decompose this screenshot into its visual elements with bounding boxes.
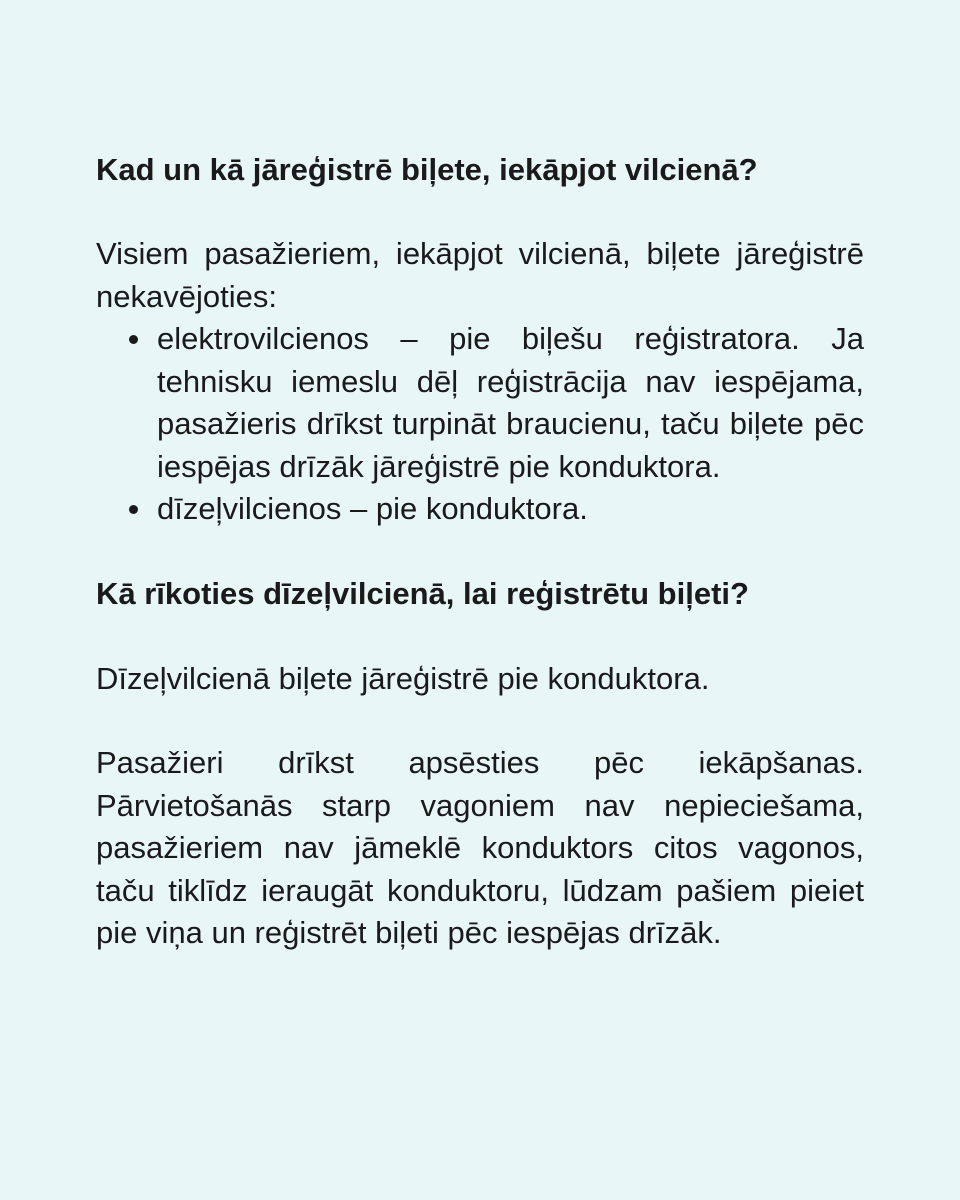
section2-paragraph-2: Pasažieri drīkst apsēsties pēc iekāpšanas. Pārvietošanās starp vagoniem nav nepieciešama, pasažieriem nav jāmeklē konduktors citos vagonos, taču tiklīdz ieraugāt konduktoru, lūdzam pašiem pieiet pie viņa un reģistrēt biļeti pēc iespējas drīzāk.	[96, 745, 864, 950]
bullet-icon	[129, 335, 138, 344]
section1-intro: Visiem pasažieriem, iekāpjot vilcienā, biļete jāreģistrē nekavējoties:	[96, 236, 864, 314]
list-item	[157, 488, 864, 531]
registration-list	[96, 318, 864, 531]
list-item-text: elektrovilcienos – pie biļešu reģistratora. Ja tehnisku iemeslu dēļ reģistrācija nav iespējama, pasažieris drīkst turpināt braucienu, taču biļete pēc iespējas drīzāk jāreģistrē pie konduktora.	[157, 321, 864, 484]
section1-heading: Kad un kā jāreģistrē biļete, iekāpjot vilcienā?	[96, 152, 758, 187]
list-item-text: dīzeļvilcienos – pie konduktora.	[157, 491, 588, 526]
section2-heading: Kā rīkoties dīzeļvilcienā, lai reģistrētu biļeti?	[96, 575, 749, 611]
bullet-icon	[129, 505, 138, 514]
list-item	[157, 318, 864, 488]
section2-paragraph-1: Dīzeļvilcienā biļete jāreģistrē pie konduktora.	[96, 660, 710, 696]
